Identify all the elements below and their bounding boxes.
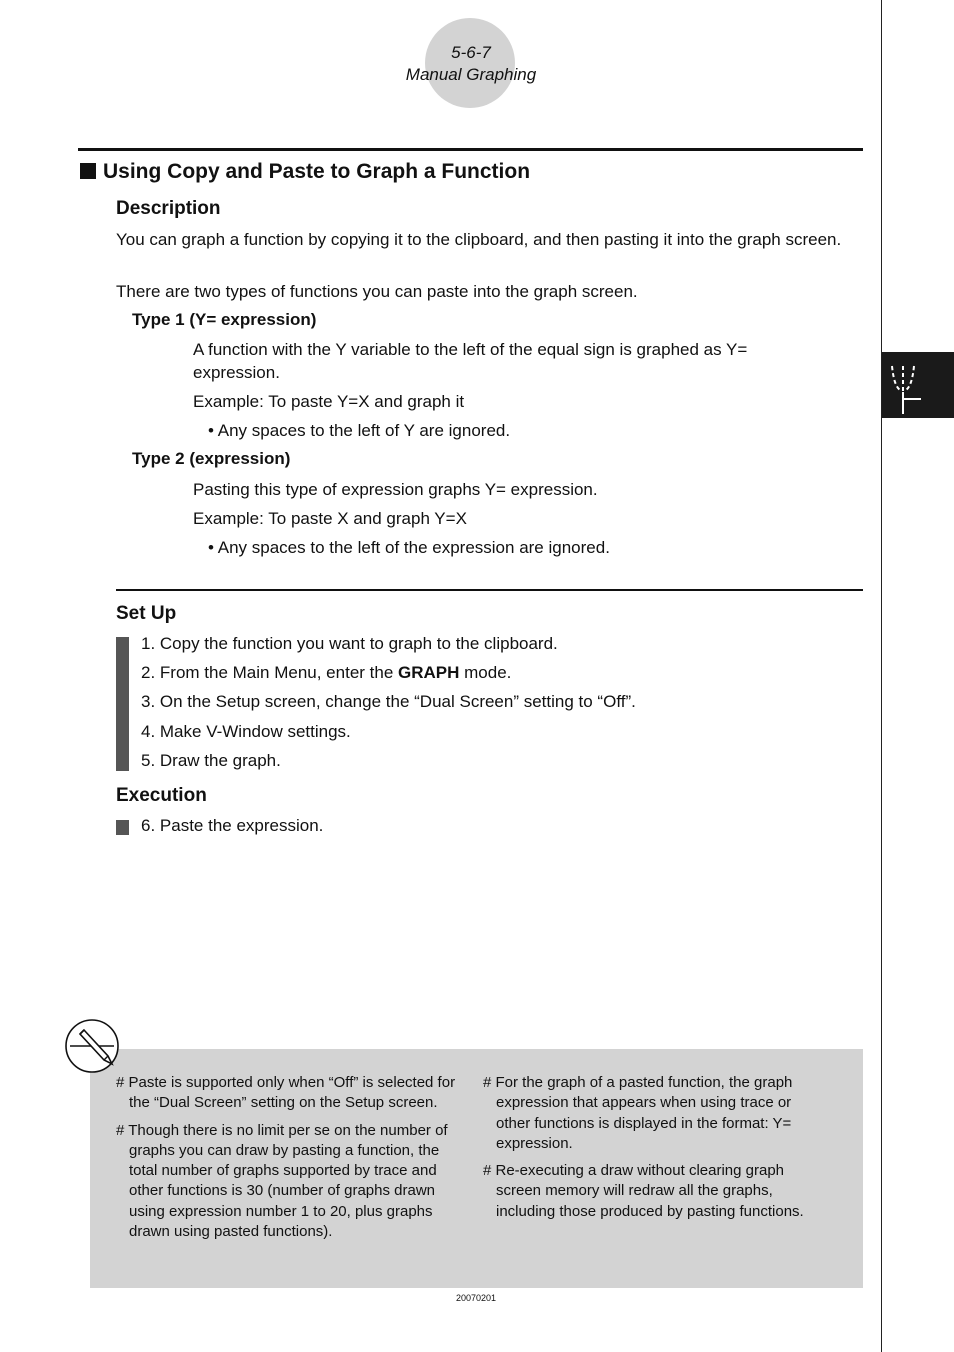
divider-rule [116,589,863,591]
setup-step-4: 4. Make V-Window settings. [141,722,351,741]
chapter-tab [882,352,954,418]
section-rule [78,148,863,151]
pencil-icon [64,1018,120,1074]
page-number: 5-6-7 [451,43,491,62]
footer-code: 20070201 [455,1293,497,1303]
note-redraw: # Re-executing a draw without clearing graph screen memory will redraw all the graphs, including those produced by pasting functions. [483,1162,804,1220]
type2-example: Example: To paste X and graph Y=X [193,509,467,528]
graph-mode-icon [882,352,954,418]
setup-heading: Set Up [116,603,177,624]
setup-step-3: 3. On the Setup screen, change the “Dual Screen” setting to “Off”. [141,692,636,711]
description-para-1: You can graph a function by copying it to the clipboard, and then pasting it into the graph screen. [116,230,842,249]
page-edge-rule [881,0,882,1352]
section-bullet-icon [80,163,96,179]
description-heading: Description [116,198,221,219]
type2-heading: Type 2 (expression) [132,449,291,468]
setup-step-5: 5. Draw the graph. [141,751,281,770]
description-para-2: There are two types of functions you can paste into the graph screen. [116,282,638,301]
execution-heading: Execution [116,785,207,806]
type1-text: A function with the Y variable to the left of the equal sign is graphed as Y= expression. [193,340,748,382]
execution-step-6: 6. Paste the expression. [141,816,324,835]
setup-step-bar [116,637,129,771]
execution-step-bar [116,820,129,835]
graph-mode-label: GRAPH [398,663,460,682]
setup-step-2 [141,662,511,684]
type1-heading: Type 1 (Y= expression) [132,310,317,329]
note-trace-format: # For the graph of a pasted function, the graph expression that appears when using trace or other functions is displayed in the format: Y= expression. [483,1074,793,1152]
note-paste-off: # Paste is supported only when “Off” is selected for the “Dual Screen” setting on the Setup screen. [116,1074,456,1112]
setup-step-2-post: mode. [459,663,512,682]
section-title: Using Copy and Paste to Graph a Function [103,160,531,183]
setup-step-1: 1. Copy the function you want to graph to the clipboard. [141,634,558,653]
chapter-title: Manual Graphing [405,65,537,84]
note-graph-limit: # Though there is no limit per se on the number of graphs you can draw by pasting a function, the total number of graphs supported by trace and other functions is 30 (number of graphs drawn using expression number 1 to 20, plus graphs drawn using pasted functions). [116,1121,448,1241]
notes-left-column [116,1073,461,1249]
type1-bullet: • Any spaces to the left of Y are ignored. [208,421,511,440]
page-number-circle [425,18,515,108]
setup-step-2-pre: 2. From the Main Menu, enter the [141,663,399,682]
type2-bullet: • Any spaces to the left of the expression are ignored. [208,538,610,557]
type2-text: Pasting this type of expression graphs Y= expression. [193,480,598,499]
notes-right-column [483,1073,828,1229]
type1-example: Example: To paste Y=X and graph it [193,392,465,411]
